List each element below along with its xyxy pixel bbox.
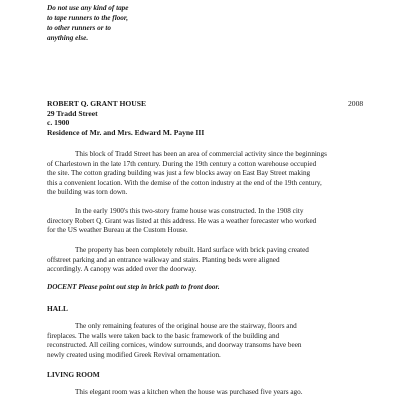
paragraph-line: directory Robert Q. Grant was listed at this address. He was a weather forecaster who worked: [47, 216, 317, 225]
rebuild-paragraph: [47, 246, 373, 275]
paragraph-line: for the US weather Bureau at the Custom House.: [47, 226, 188, 235]
tape-warning-note: [47, 3, 207, 43]
document-year: 2008: [348, 99, 364, 108]
note-line: Do not use any kind of tape: [47, 4, 129, 12]
paragraph-line: accordingly. A canopy was added over the doorway.: [47, 265, 197, 274]
house-date: c. 1900: [47, 118, 70, 128]
paragraph-line: of Charlestown in the late 17th century. During the 19th century a cotton warehouse occupied: [47, 159, 317, 168]
hall-paragraph: [47, 322, 373, 360]
note-line: to tape runners to the floor,: [47, 14, 129, 22]
house-name: ROBERT Q. GRANT HOUSE: [47, 99, 147, 108]
paragraph-line: offstreet parking and an entrance walkway and stairs. Planting beds were aligned: [47, 255, 280, 264]
paragraph-line: the building was torn down.: [47, 188, 128, 197]
paragraph-line: The property has been completely rebuilt. Hard surface with brick paving created: [75, 246, 309, 254]
paragraph-line: this a convenient location. With the demise of the cotton industry at the end of the 19th century,: [47, 178, 322, 187]
paragraph-line: the site. The cotton grading building was just a few blocks away on East Bay Street making: [47, 169, 311, 178]
paragraph-line: In the early 1900's this two-story frame house was constructed. In the 1908 city: [75, 207, 304, 215]
section-title-hall: HALL: [47, 304, 68, 313]
note-line: to other runners or to: [47, 24, 111, 32]
house-address: 29 Tradd Street: [47, 108, 98, 118]
section-title-living-room: LIVING ROOM: [47, 370, 100, 379]
house-residents: Residence of Mr. and Mrs. Edward M. Payne III: [47, 127, 205, 137]
house-heading: [47, 99, 367, 137]
paragraph-line: reconstructed. All ceiling cornices, window surrounds, and doorway transoms have been: [47, 341, 302, 350]
note-line: anything else.: [47, 34, 89, 42]
paragraph-line: The only remaining features of the original house are the stairway, floors and: [75, 322, 297, 330]
docent-instruction: DOCENT Please point out step in brick path to front door.: [47, 283, 220, 291]
paragraph-line: fireplaces. The walls were taken back to the basic framework of the building and: [47, 331, 280, 340]
construction-paragraph: [47, 207, 373, 236]
paragraph-line: newly created using modified Greek Revival ornamentation.: [47, 350, 221, 359]
paragraph-line: This elegant room was a kitchen when the house was purchased five years ago.: [75, 388, 303, 396]
paragraph-line: This block of Tradd Street has been an area of commercial activity since the beginnings: [75, 150, 327, 158]
history-paragraph: [47, 150, 373, 198]
living-room-paragraph: [47, 388, 373, 398]
